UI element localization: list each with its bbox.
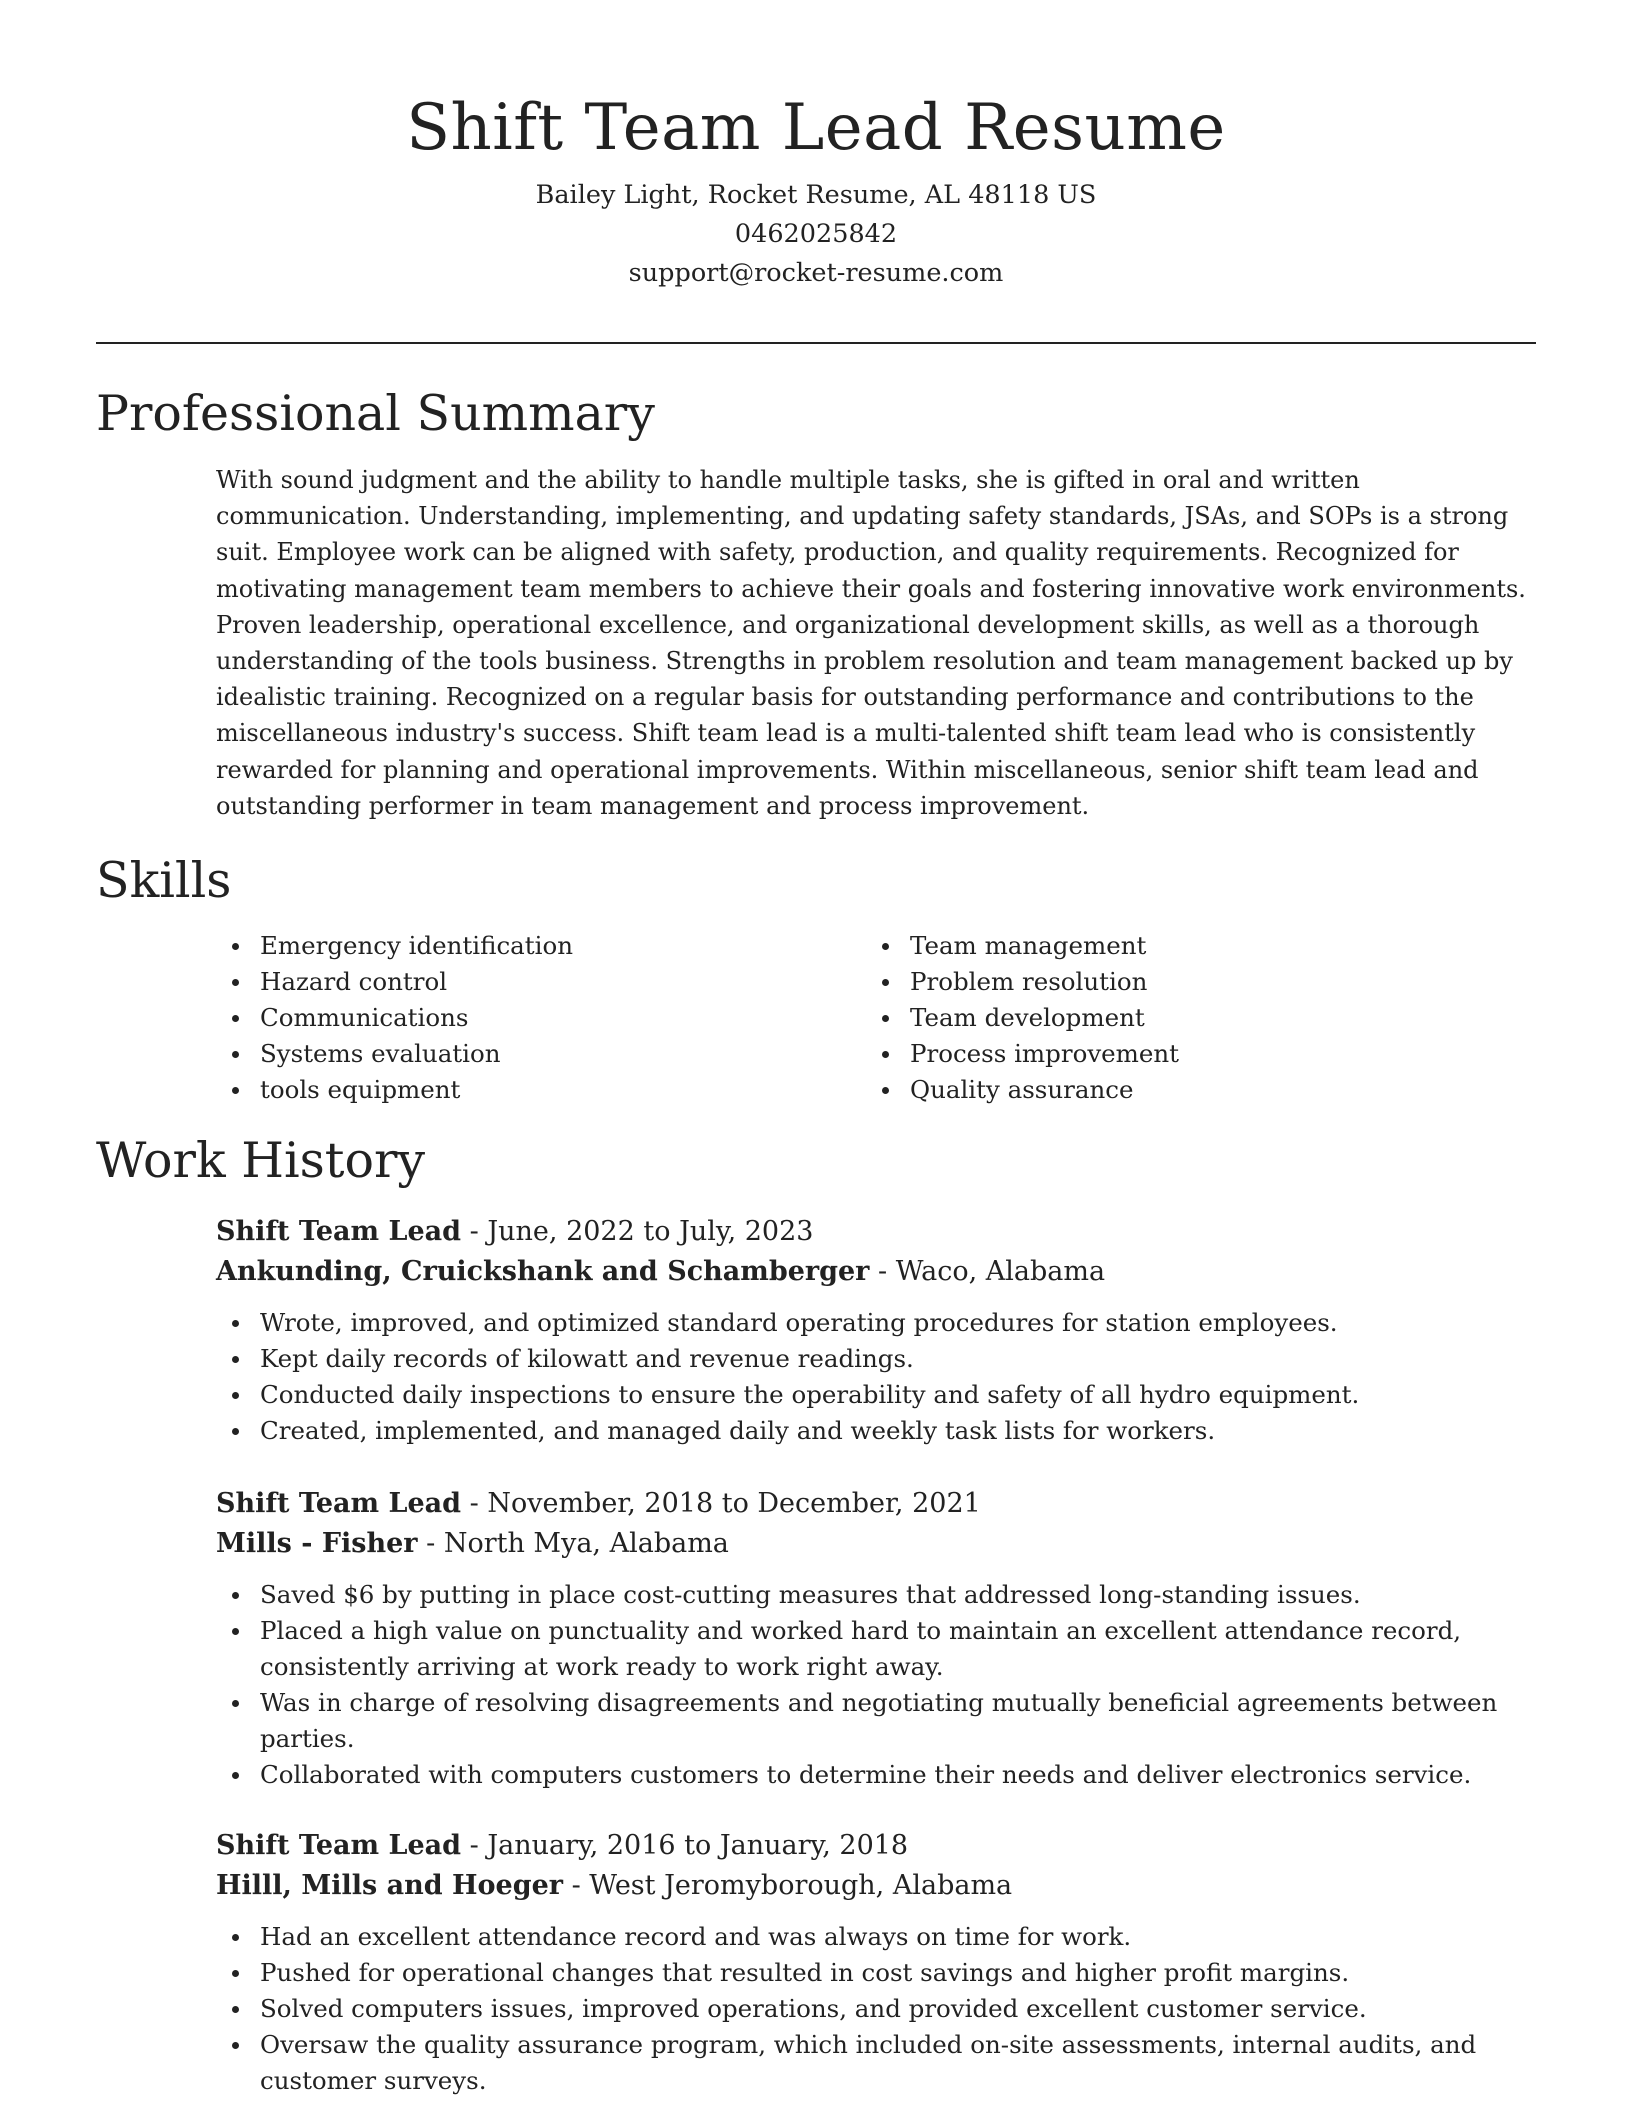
job-dates: - June, 2022 to July, 2023 bbox=[461, 1216, 814, 1247]
job-company: Hilll, Mills and Hoeger bbox=[216, 1870, 563, 1901]
duty-item: Oversaw the quality assurance program, which included on-site assessments, internal audits, and customer surveys. bbox=[216, 2027, 1536, 2099]
skill-item: Hazard control bbox=[216, 964, 573, 1000]
resume-header bbox=[0, 80, 1632, 293]
duty-item: Created, implemented, and managed daily and weekly task lists for workers. bbox=[216, 1413, 1536, 1449]
job-location: - North Mya, Alabama bbox=[417, 1528, 729, 1559]
skill-item: Communications bbox=[216, 1000, 573, 1036]
skill-item: Process improvement bbox=[866, 1036, 1179, 1072]
skills-column-left bbox=[216, 928, 573, 1108]
job-duties bbox=[216, 1305, 1536, 1449]
header-divider bbox=[96, 342, 1536, 344]
job-title-line bbox=[216, 1484, 1536, 1524]
resume-title: Shift Team Lead Resume bbox=[406, 91, 1226, 165]
skills-heading: Skills bbox=[96, 852, 232, 909]
duty-item: Wrote, improved, and optimized standard operating procedures for station employees. bbox=[216, 1305, 1536, 1341]
job-entry bbox=[216, 1826, 1536, 2099]
duty-item: Placed a high value on punctuality and worked hard to maintain an excellent attendance record, consistently arriving at work ready to work right away. bbox=[216, 1613, 1536, 1685]
duty-item: Conducted daily inspections to ensure the operability and safety of all hydro equipment. bbox=[216, 1377, 1536, 1413]
skill-item: Quality assurance bbox=[866, 1072, 1179, 1108]
contact-address: Bailey Light, Rocket Resume, AL 48118 US bbox=[535, 180, 1097, 210]
job-title: Shift Team Lead bbox=[216, 1830, 462, 1861]
job-dates: - January, 2016 to January, 2018 bbox=[461, 1830, 909, 1861]
job-company: Ankunding, Cruickshank and Schamberger bbox=[216, 1256, 870, 1287]
job-company-line bbox=[216, 1252, 1536, 1292]
duty-item: Saved $6 by putting in place cost-cutting measures that addressed long-standing issues. bbox=[216, 1577, 1536, 1613]
contact-email: support@rocket-resume.com bbox=[628, 258, 1004, 288]
job-title-line bbox=[216, 1826, 1536, 1866]
duty-item: Pushed for operational changes that resulted in cost savings and higher profit margins. bbox=[216, 1955, 1536, 1991]
job-title-line bbox=[216, 1212, 1536, 1252]
job-company-line bbox=[216, 1866, 1536, 1906]
duty-item: Had an excellent attendance record and was always on time for work. bbox=[216, 1919, 1536, 1955]
job-duties bbox=[216, 1919, 1536, 2099]
job-entry bbox=[216, 1212, 1536, 1449]
skill-item: Emergency identification bbox=[216, 928, 573, 964]
job-company-line bbox=[216, 1524, 1536, 1564]
skill-item: Team development bbox=[866, 1000, 1179, 1036]
job-duties bbox=[216, 1577, 1536, 1793]
job-title: Shift Team Lead bbox=[216, 1488, 462, 1519]
job-title: Shift Team Lead bbox=[216, 1216, 462, 1247]
duty-item: Collaborated with computers customers to determine their needs and deliver electronics service. bbox=[216, 1757, 1536, 1793]
contact-phone: 0462025842 bbox=[734, 219, 898, 249]
skills-column-right bbox=[866, 928, 1179, 1108]
duty-item: Solved computers issues, improved operations, and provided excellent customer service. bbox=[216, 1991, 1536, 2027]
summary-heading: Professional Summary bbox=[96, 385, 655, 442]
job-location: - Waco, Alabama bbox=[869, 1256, 1106, 1287]
work-history-heading: Work History bbox=[96, 1132, 426, 1189]
job-company: Mills - Fisher bbox=[216, 1528, 418, 1559]
skill-item: tools equipment bbox=[216, 1072, 573, 1108]
job-entry bbox=[216, 1484, 1536, 1793]
summary-text: With sound judgment and the ability to handle multiple tasks, she is gifted in oral and written communication. Understanding, implementing, and updating safety standards, JSAs, and SOPs is a strong suit. Employee work can be aligned with safety, production, and quality requirements. Recognized for motivating management team members to achieve their goals and fostering innovative work environments. Proven leadership, operational excellence, and organizational development skills, as well as a thorough understanding of the tools business. Strengths in problem resolution and team management backed up by idealistic training. Recognized on a regular basis for outstanding performance and contributions to the miscellaneous industry's success. Shift team lead is a multi-talented shift team lead who is consistently rewarded for planning and operational improvements. Within miscellaneous, senior shift team lead and outstanding performer in team management and process improvement. bbox=[216, 466, 1526, 820]
duty-item: Kept daily records of kilowatt and revenue readings. bbox=[216, 1341, 1536, 1377]
job-location: - West Jeromyborough, Alabama bbox=[562, 1870, 1013, 1901]
skill-item: Systems evaluation bbox=[216, 1036, 573, 1072]
skill-item: Problem resolution bbox=[866, 964, 1179, 1000]
job-dates: - November, 2018 to December, 2021 bbox=[461, 1488, 981, 1519]
skill-item: Team management bbox=[866, 928, 1179, 964]
duty-item: Was in charge of resolving disagreements and negotiating mutually beneficial agreements between parties. bbox=[216, 1685, 1536, 1757]
